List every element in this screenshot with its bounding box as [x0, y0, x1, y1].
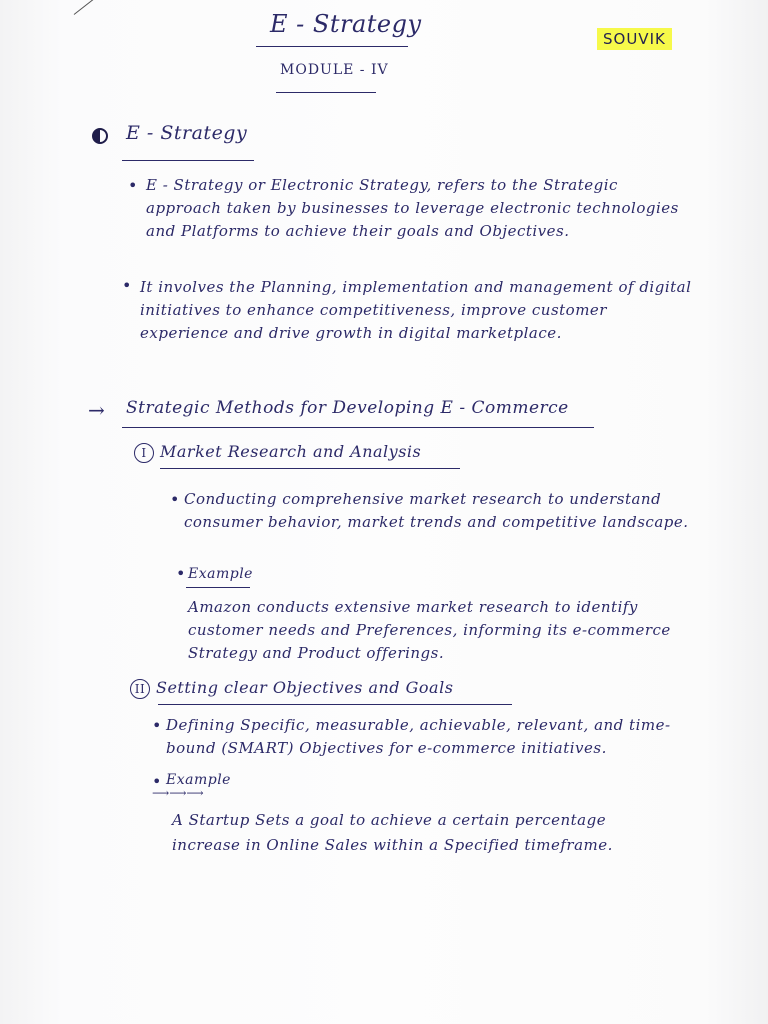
subheading-underline	[160, 468, 460, 469]
example-paragraph-startup: A Startup Sets a goal to achieve a certain percentage increase in Online Sales within a Specified timeframe.	[172, 811, 613, 854]
numbered-circle-icon: I	[134, 443, 154, 463]
bullet-dot: •	[152, 716, 162, 735]
example-label: Example	[188, 566, 253, 582]
section-heading-underline	[122, 427, 594, 428]
title-underline	[256, 46, 408, 47]
example-underline	[186, 587, 250, 588]
definition-paragraph: E - Strategy or Electronic Strategy, refers to the Strategic approach taken by businesses to leverage electronic technologies and Platforms to achieve their goals and Objectives.	[146, 176, 679, 240]
half-filled-circle-icon	[92, 128, 108, 144]
involves-paragraph: It involves the Planning, implementation and management of digital initiatives to enhance competitiveness, improve customer experience and drive growth in digital marketplace.	[140, 278, 692, 342]
author-badge: SOUVIK	[597, 28, 672, 50]
bullet-dot: •	[176, 564, 186, 583]
smart-objectives-paragraph: Defining Specific, measurable, achievable, relevant, and time-bound (SMART) Objectives for e-commerce initiatives.	[166, 716, 671, 757]
subheading-text: Market Research and Analysis	[160, 442, 422, 461]
bullet-dot: •	[152, 772, 162, 791]
example-paragraph-amazon: Amazon conducts extensive market research to identify customer needs and Preferences, informing its e-commerce Strategy and Product offerings.	[188, 598, 671, 662]
subheading-underline	[158, 704, 512, 705]
module-underline	[276, 92, 376, 93]
section-heading-strategic-methods: Strategic Methods for Developing E - Commerce	[126, 398, 569, 418]
section-heading-e-strategy: E - Strategy	[126, 122, 248, 144]
numbered-circle-icon: II	[130, 679, 150, 699]
subheading-market-research	[134, 442, 421, 463]
bullet-dot: •	[122, 276, 132, 295]
module-label: MODULE - IV	[280, 62, 389, 78]
long-arrow-icon: ⟶⟶⟶	[152, 786, 204, 800]
section-heading-underline	[122, 160, 254, 161]
subheading-setting-objectives	[130, 678, 453, 699]
subheading-text: Setting clear Objectives and Goals	[156, 678, 454, 697]
example-label: Example	[166, 772, 231, 788]
bullet-dot: •	[128, 176, 138, 195]
pen-stroke-mark	[74, 0, 98, 15]
page-title: E - Strategy	[270, 10, 422, 38]
market-research-paragraph: Conducting comprehensive market research to understand consumer behavior, market trends and competitive landscape.	[184, 490, 689, 531]
right-arrow-icon: →	[88, 398, 105, 422]
bullet-dot: •	[170, 490, 180, 509]
